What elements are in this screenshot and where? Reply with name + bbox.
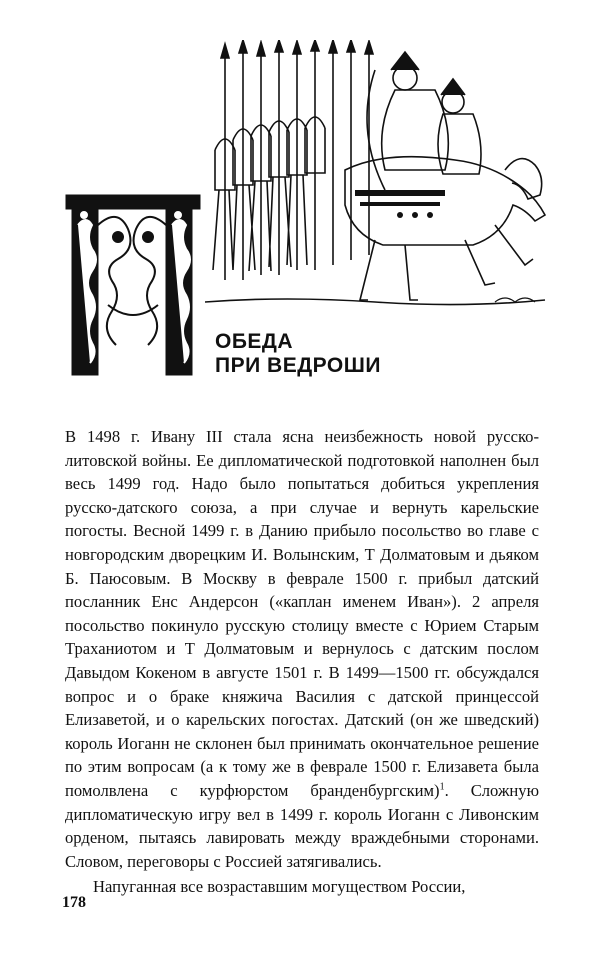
chapter-title-line-1: ОБЕДА: [215, 330, 294, 353]
chapter-title: [215, 330, 381, 378]
paragraph-1-text-continued: . Сложную дипломатическую игру вел в 1499 г. король Иоганн с Ливонским орденом, пытаясь лавировать между враждебными сторонами. Словом, переговоры с Россией затягивались.: [65, 780, 539, 871]
paragraph-1-text: В 1498 г. Ивану III стала ясна неизбежность новой русско-литовской войны. Ее дипломатической подготовкой наполнен был весь 1499 год. Надо было попытаться добиться укрепления русско-датского союза, а при случае и вернуть карельские погосты. Весной 1499 г. в Данию прибыло посольство во главе с новгородским дворецким И. Волынским, Т Долматовым и дьяком Б. Паюсовым. В Москву в феврале 1500 г. прибыл датский посланник Енс Андерсон («каплан именем Иван»). 2 апреля посольство покинуло русскую столицу вместе с Юрием Старым Траханиотом и Т Долматовым и вернулось с датским послом Давыдом Кокеном в августе 1501 г. В 1499—1500 гг. обсуждался вопрос и о браке княжича Василия с датской принцессой Елизаветой, и о карельских погостах. Датский (он же шведский) король Иоганн не склонен был принимать окончательное решение по этим вопросам (а к тому же в феврале 1500 г. Елизавета была помолвлена с курфюрстом бранденбургским): [65, 427, 539, 800]
page-number: 178: [62, 894, 86, 911]
body-text: [65, 425, 539, 899]
footnote-reference: 1: [439, 781, 445, 793]
ornamental-dropcap: [58, 185, 208, 380]
paragraph-1: [65, 425, 539, 873]
paragraph-2: Напуганная все возраставшим могуществом России,: [93, 877, 466, 897]
chapter-title-line-2: ПРИ ВЕДРОШИ: [215, 354, 381, 377]
mounted-army-illustration: [205, 40, 550, 320]
